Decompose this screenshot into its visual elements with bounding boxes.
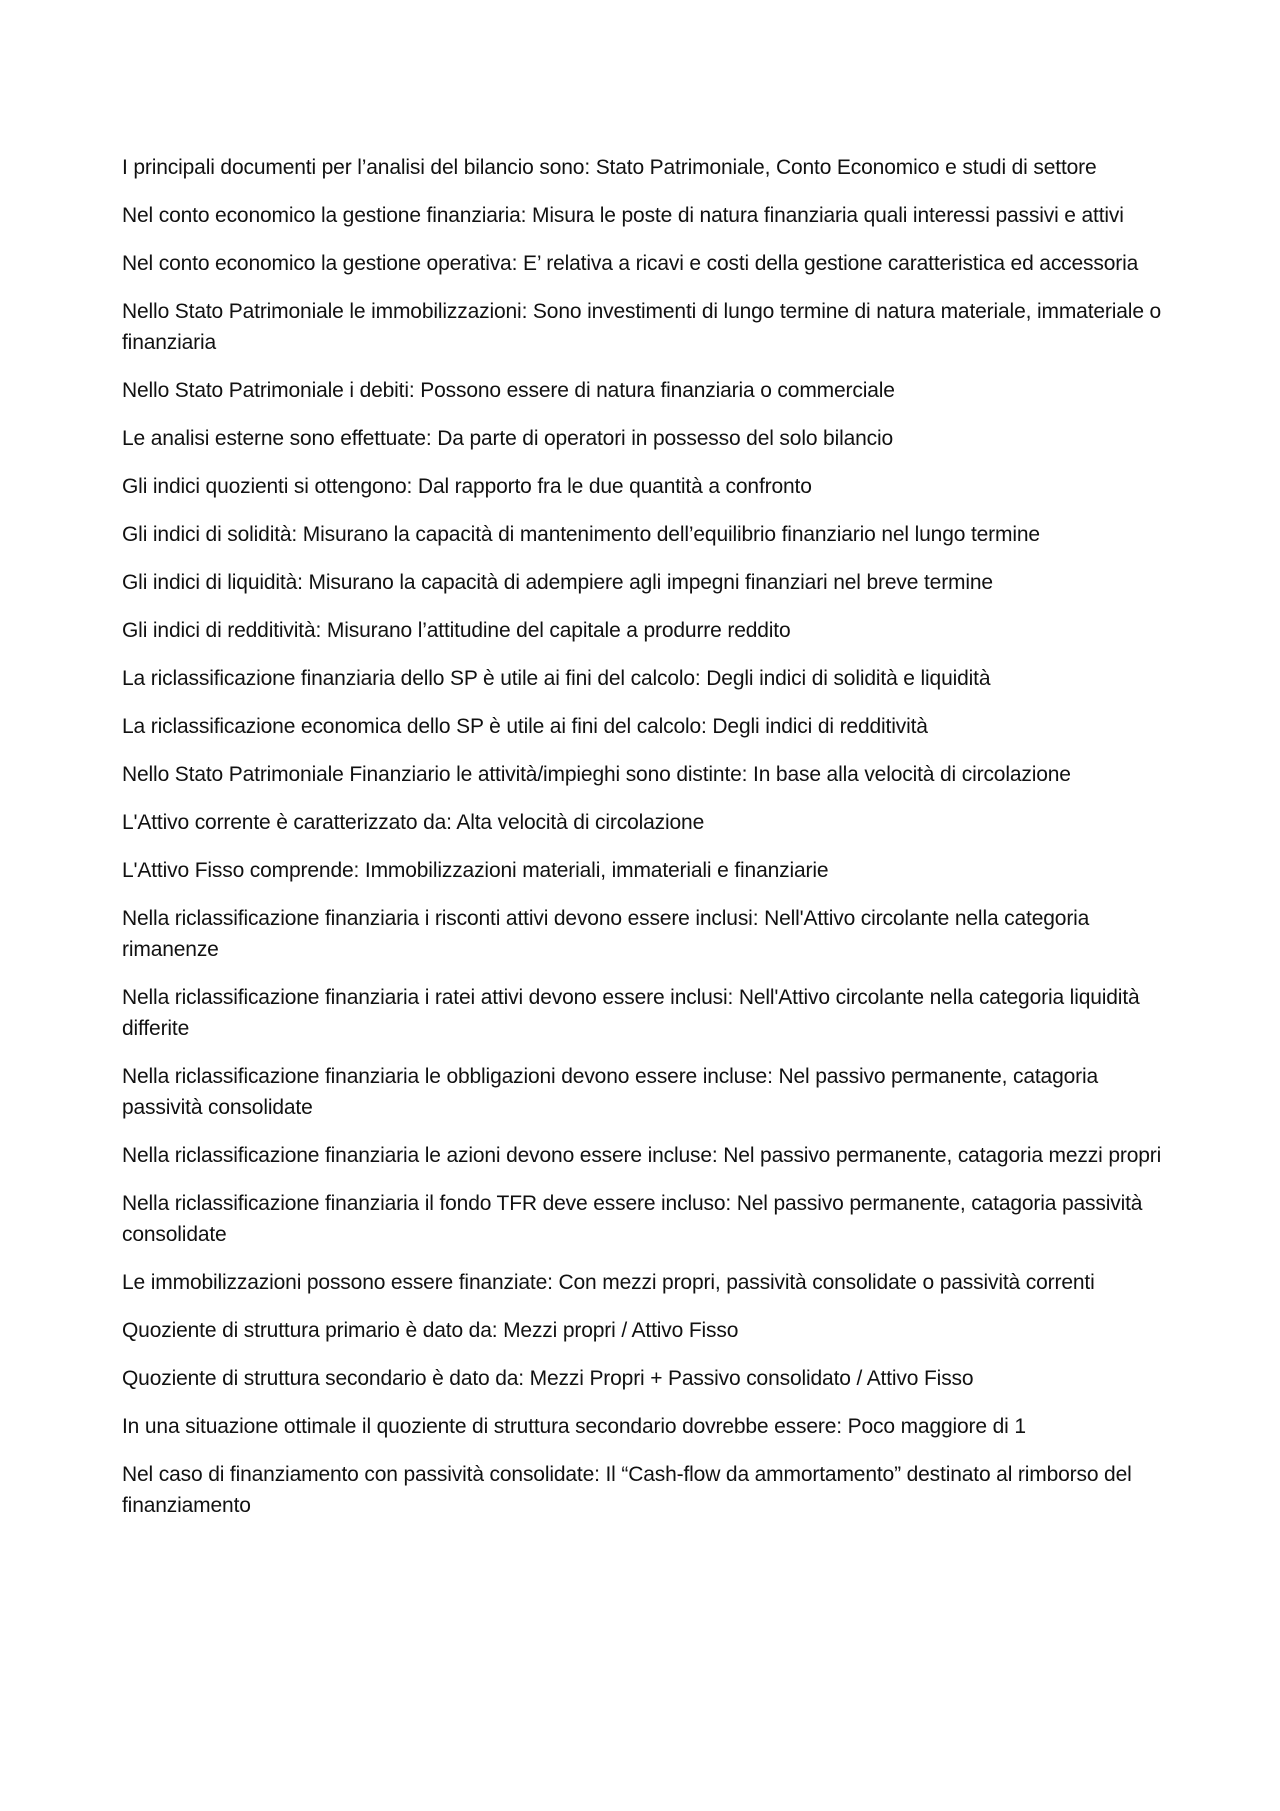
paragraph-21: Le immobilizzazioni possono essere finanziate: Con mezzi propri, passività consolidate o passività correnti (122, 1271, 1095, 1294)
document-body (122, 152, 1172, 1538)
paragraph-4: Nello Stato Patrimoniale le immobilizzazioni: Sono investimenti di lungo termine di natura materiale, immateriale o finanziaria (122, 300, 1162, 354)
paragraph-5: Nello Stato Patrimoniale i debiti: Possono essere di natura finanziaria o commerciale (122, 379, 895, 402)
paragraph-23: Quoziente di struttura secondario è dato da: Mezzi Propri + Passivo consolidato / Attivo Fisso (122, 1367, 974, 1390)
paragraph-1: I principali documenti per l’analisi del bilancio sono: Stato Patrimoniale, Conto Economico e studi di settore (122, 156, 1097, 179)
paragraph-14: L'Attivo corrente è caratterizzato da: Alta velocità di circolazione (122, 811, 705, 834)
paragraph-18: Nella riclassificazione finanziaria le obbligazioni devono essere incluse: Nel passivo permanente, catagoria passività consolidate (122, 1065, 1099, 1119)
paragraph-3: Nel conto economico la gestione operativa: E’ relativa a ricavi e costi della gestione caratteristica ed accessoria (122, 252, 1139, 275)
paragraph-2: Nel conto economico la gestione finanziaria: Misura le poste di natura finanziaria quali interessi passivi e attivi (122, 204, 1124, 227)
paragraph-9: Gli indici di liquidità: Misurano la capacità di adempiere agli impegni finanziari nel breve termine (122, 571, 993, 594)
paragraph-25: Nel caso di finanziamento con passività consolidate: Il “Cash-flow da ammortamento” destinato al rimborso del finanziamento (122, 1463, 1132, 1517)
paragraph-24: In una situazione ottimale il quoziente di struttura secondario dovrebbe essere: Poco maggiore di 1 (122, 1415, 1026, 1438)
paragraph-12: La riclassificazione economica dello SP è utile ai fini del calcolo: Degli indici di redditività (122, 715, 928, 738)
paragraph-8: Gli indici di solidità: Misurano la capacità di mantenimento dell’equilibrio finanziario nel lungo termine (122, 523, 1040, 546)
paragraph-13: Nello Stato Patrimoniale Finanziario le attività/impieghi sono distinte: In base alla velocità di circolazione (122, 763, 1071, 786)
paragraph-16: Nella riclassificazione finanziaria i risconti attivi devono essere inclusi: Nell'Attivo circolante nella categoria rimanenze (122, 907, 1090, 961)
paragraph-20: Nella riclassificazione finanziaria il fondo TFR deve essere incluso: Nel passivo permanente, catagoria passività consolidate (122, 1192, 1143, 1246)
paragraph-22: Quoziente di struttura primario è dato da: Mezzi propri / Attivo Fisso (122, 1319, 739, 1342)
paragraph-10: Gli indici di redditività: Misurano l’attitudine del capitale a produrre reddito (122, 619, 791, 642)
paragraph-19: Nella riclassificazione finanziaria le azioni devono essere incluse: Nel passivo permanente, catagoria mezzi propri (122, 1144, 1162, 1167)
paragraph-7: Gli indici quozienti si ottengono: Dal rapporto fra le due quantità a confronto (122, 475, 812, 498)
paragraph-11: La riclassificazione finanziaria dello SP è utile ai fini del calcolo: Degli indici di solidità e liquidità (122, 667, 991, 690)
paragraph-6: Le analisi esterne sono effettuate: Da parte di operatori in possesso del solo bilancio (122, 427, 894, 450)
paragraph-17: Nella riclassificazione finanziaria i ratei attivi devono essere inclusi: Nell'Attivo circolante nella categoria liquidità differite (122, 986, 1140, 1040)
paragraph-15: L'Attivo Fisso comprende: Immobilizzazioni materiali, immateriali e finanziarie (122, 859, 829, 882)
